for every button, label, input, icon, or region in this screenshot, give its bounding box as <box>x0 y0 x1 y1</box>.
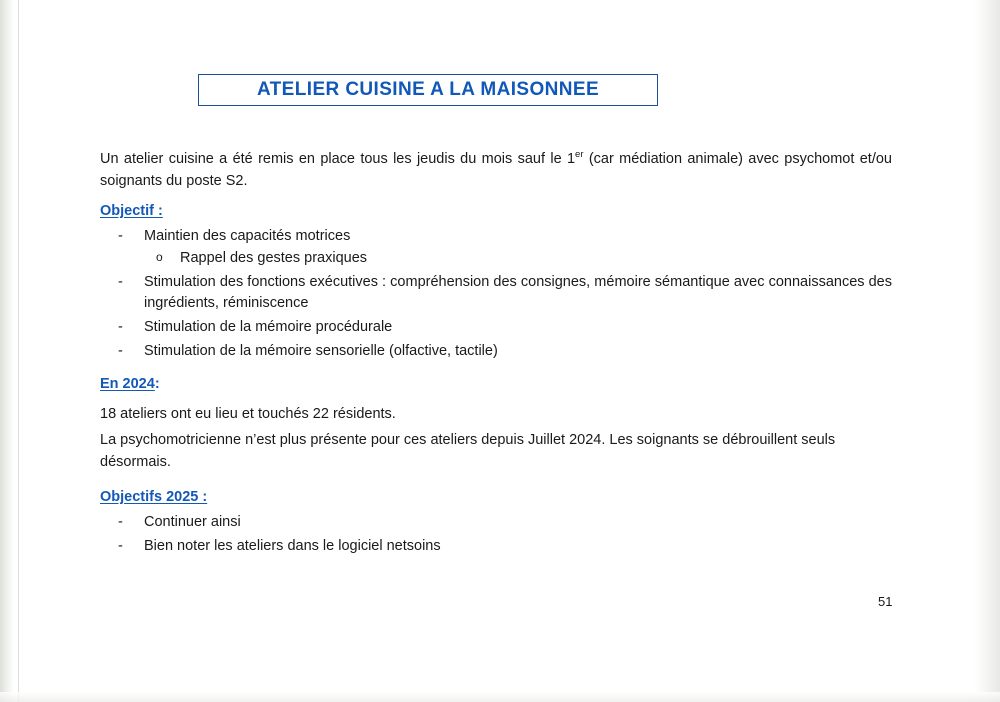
objectif-sublist <box>144 248 892 270</box>
list-item-label: Bien noter les ateliers dans le logiciel netsoins <box>144 537 441 554</box>
list-item <box>100 341 892 363</box>
page-title: ATELIER CUISINE A LA MAISONNEE <box>256 79 600 100</box>
dash-bullet: - <box>118 228 123 244</box>
dash-bullet: - <box>118 319 123 335</box>
sub-list-item <box>144 248 892 270</box>
scan-edge-right <box>974 0 1000 702</box>
objectif-list <box>100 226 892 365</box>
dash-bullet: - <box>118 537 123 554</box>
heading-en-2024-label: En 2024 <box>100 376 155 392</box>
list-item <box>100 536 892 558</box>
intro-text-part1: Un atelier cuisine a été remis en place tous les jeudis du mois sauf le 1 <box>100 151 576 167</box>
list-item <box>100 512 892 534</box>
intro-text-part2: (car médiation animale) avec psychomot et/ou soignants du poste S2. <box>100 151 892 190</box>
document-content <box>100 0 900 702</box>
heading-en-2024 <box>100 376 160 392</box>
list-item <box>100 272 892 316</box>
list-item <box>100 226 892 270</box>
circle-bullet-icon: o <box>156 249 163 264</box>
intro-paragraph <box>100 148 892 193</box>
intro-superscript: er <box>575 149 584 161</box>
heading-objectif: Objectif : <box>100 203 163 219</box>
heading-objectifs-2025: Objectifs 2025 : <box>100 489 208 505</box>
page-margin-line <box>18 0 19 702</box>
dash-bullet: - <box>118 273 123 290</box>
objectifs-2025-list <box>100 512 892 560</box>
note-paragraph: La psychomotricienne n’est plus présente pour ces ateliers depuis Juillet 2024. Les soignants se débrouillent seuls désormais. <box>100 432 836 471</box>
list-item-label: Continuer ainsi <box>144 514 241 530</box>
list-item <box>100 317 892 339</box>
stat-paragraph: 18 ateliers ont eu lieu et touchés 22 résidents. <box>100 406 396 422</box>
dash-bullet: - <box>118 342 123 359</box>
sub-list-item-label: Rappel des gestes praxiques <box>180 249 368 266</box>
heading-en-2024-suffix: : <box>154 376 160 392</box>
list-item-label: Stimulation de la mémoire procédurale <box>144 319 393 335</box>
dash-bullet: - <box>118 514 123 530</box>
scan-edge-left <box>0 0 14 702</box>
page-number: 51 <box>878 594 893 609</box>
list-item-label: Maintien des capacités motrices <box>144 228 351 244</box>
list-item-label: Stimulation des fonctions exécutives : compréhension des consignes, mémoire sémantique avec connaissances des ingrédients, réminiscence <box>144 273 892 312</box>
list-item-label: Stimulation de la mémoire sensorielle (olfactive, tactile) <box>144 342 498 359</box>
